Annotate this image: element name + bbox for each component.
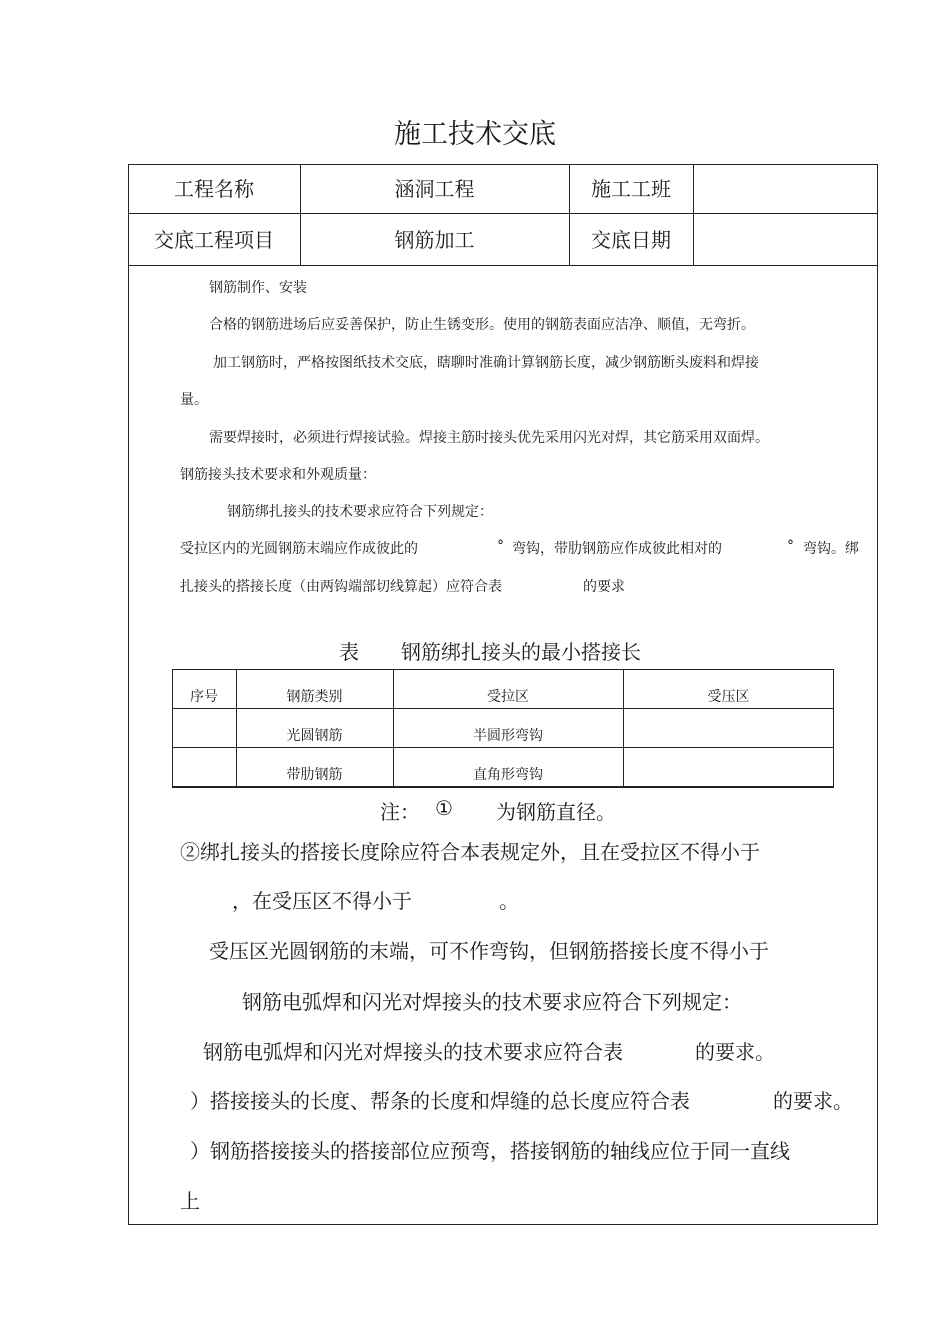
note-text: 。 (499, 889, 519, 913)
note-text: ②绑扎接头的搭接长度除应符合本表规定外，且在受拉区不得小于 (180, 840, 760, 864)
paragraph: 弯钩。绑 (803, 541, 859, 557)
label-disclosure-item: 交底工程项目 (154, 228, 274, 252)
paragraph: 加工钢筋时，严格按图纸技术交底，瞎聊时准确计算钢筋长度，减少钢筋断头废料和焊接 (213, 355, 759, 371)
paragraph: 的要求。 (773, 1089, 853, 1113)
table-cell: 带肋钢筋 (286, 767, 343, 783)
table-header: 受拉区 (487, 689, 529, 705)
row-divider (172, 708, 834, 709)
paragraph: 钢筋接头技术要求和外观质量： (180, 467, 376, 483)
note-number: ① (435, 796, 453, 820)
label-project-name: 工程名称 (174, 177, 254, 201)
note-label: 注： (380, 800, 420, 824)
paragraph: ）搭接接头的长度、帮条的长度和焊缝的总长度应符合表 (190, 1089, 690, 1113)
paragraph: 上 (180, 1189, 200, 1213)
paragraph: ）钢筋搭接接头的搭接部位应预弯，搭接钢筋的轴线应位于同一直线 (190, 1139, 790, 1163)
degree-symbol: ° (497, 538, 504, 554)
table-header: 钢筋类别 (286, 689, 343, 705)
paragraph: 受拉区内的光圆钢筋末端应作成彼此的 (180, 541, 418, 557)
document-title: 施工技术交底 (394, 119, 556, 150)
table-title-prefix: 表 (339, 640, 359, 664)
paragraph: 的要求 (583, 579, 625, 595)
paragraph: 量。 (180, 392, 208, 408)
section-heading: 钢筋制作、安装 (209, 280, 307, 296)
paragraph: 合格的钢筋进场后应妥善保护，防止生锈变形。使用的钢筋表面应洁净、顺值，无弯折。 (209, 317, 755, 333)
paragraph: 受压区光圆钢筋的末端，可不作弯钩，但钢筋搭接长度不得小于 (209, 939, 769, 963)
row-divider (128, 265, 878, 266)
table-cell: 光圆钢筋 (286, 728, 343, 744)
paragraph: 需要焊接时，必须进行焊接试验。焊接主筋时接头优先采用闪光对焊，其它筋采用双面焊。 (209, 430, 769, 446)
note-text: 为钢筋直径。 (496, 800, 616, 824)
paragraph: 钢筋电弧焊和闪光对焊接头的技术要求应符合表 (203, 1040, 623, 1064)
table-cell: 半圆形弯钩 (473, 728, 543, 744)
value-project-name: 涵洞工程 (394, 177, 475, 201)
paragraph: 弯钩，带肋钢筋应作成彼此相对的 (512, 541, 722, 557)
paragraph: 钢筋电弧焊和闪光对焊接头的技术要求应符合下列规定： (242, 990, 742, 1014)
table-cell: 直角形弯钩 (473, 767, 543, 783)
col-divider (693, 164, 694, 265)
paragraph: 的要求。 (695, 1040, 775, 1064)
paragraph: 扎接头的搭接长度（由两钩端部切线算起）应符合表 (180, 579, 502, 595)
paragraph: 钢筋绑扎接头的技术要求应符合下列规定： (227, 504, 493, 520)
table-title: 钢筋绑扎接头的最小搭接长 (401, 640, 641, 664)
row-divider (128, 213, 878, 214)
label-disclosure-date: 交底日期 (591, 228, 671, 252)
note-text: ，在受压区不得小于 (232, 889, 412, 913)
value-disclosure-item: 钢筋加工 (394, 228, 475, 252)
degree-symbol: ° (787, 538, 794, 554)
label-work-team: 施工工班 (591, 177, 671, 201)
table-header: 序号 (190, 689, 218, 705)
table-header: 受压区 (707, 689, 750, 705)
row-divider (172, 747, 834, 748)
